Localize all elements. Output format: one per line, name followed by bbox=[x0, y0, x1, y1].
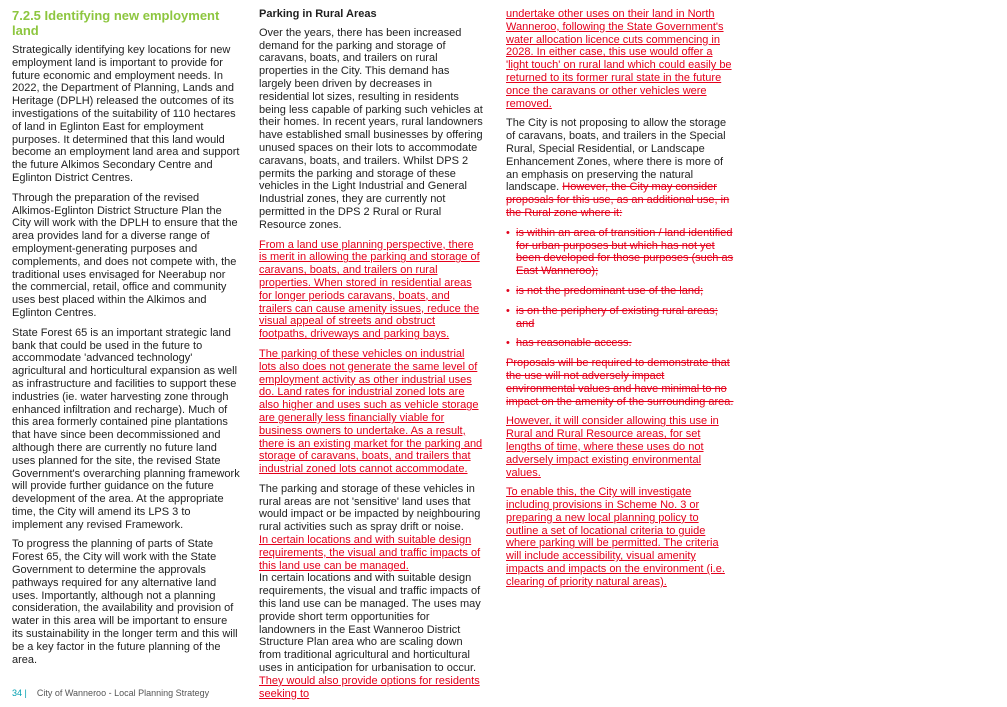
paragraph: State Forest 65 is an important strategic land bank that could be used in the future to accommodate 'advanced technology' agricultural and horticultural expansion as well as infrastructure and facilities to support these industries (ie. water harvesting zone through enhanced infiltration and recharge). Much of this area formerly contained pine plantations that have since been decommissioned and although there are currently no future land uses planned for the site, the revised State Government's overarching planning framework will provide further guidance on the future development of the area. At the appropriate time, the City will amend its LPS 3 to implement any revised Framework. bbox=[12, 326, 240, 531]
column-right bbox=[506, 8, 734, 596]
bullet-icon: • bbox=[506, 304, 510, 317]
page-footer bbox=[12, 688, 209, 698]
paragraph: To progress the planning of parts of State Forest 65, the City will work with the State Government to determine the approvals pathways required for any alternative land uses. Importantly, although not a planning consideration, the availability and provision of water in this area will be important to ensure its sustainability in the longer term and this will be a key factor in the future planning of the area. bbox=[12, 538, 238, 666]
page-number: 34 | bbox=[12, 688, 27, 698]
inserted-paragraph: From a land use planning perspective, there is merit in allowing the parking and storage of caravans, boats, and trailers on rural properties. When stored in residential areas for longer periods caravans, boats, and trailers can cause amenity issues, reduce the visual appeal of streets and obstruct footpaths, driveways and parking bays. bbox=[259, 238, 480, 341]
deleted-sentence: However, the City may consider proposals for this use, as an additional use, in the Rural zone where it: bbox=[506, 181, 730, 219]
paragraph-special-zones bbox=[506, 117, 734, 219]
subheading-parking-rural: Parking in Rural Areas bbox=[259, 8, 377, 20]
paragraph-sensitive-uses bbox=[259, 483, 483, 701]
inserted-paragraph: The parking of these vehicles on industrial lots also does not generate the same level of employment activity as other industrial uses do. Land rates for industrial zoned lots are also higher and uses such as vehicle storage are generally less financially viable for business owners to undertake. As a result, there is an existing market for the parking and storage of caravans, boats, and trailers that industrial zoned lots cannot accommodate. bbox=[259, 347, 483, 476]
inserted-paragraph: However, it will consider allowing this use in Rural and Rural Resource areas, for set lengths of time, where these uses do not adversely impact existing environmental values. bbox=[506, 415, 719, 479]
inserted-sentence: They would also provide options for residents seeking to bbox=[259, 674, 480, 700]
list-item: • is on the periphery of existing rural areas; and bbox=[506, 304, 718, 330]
column-middle bbox=[259, 8, 483, 707]
paragraph: Strategically identifying key locations for new employment land is important to provide for future economic and employment needs. In 2022, the Department of Planning, Lands and Heritage (DPLH) released the outcomes of its investigations of the suitability of 110 hectares of land in Eglinton East for employment purposes. It determined that this land would become an employment land area and support the future Alkimos Secondary Centre and Eglinton District Centres. bbox=[12, 44, 240, 184]
list-item: • is within an area of transition / land identified for urban purposes but which has not yet been developed for those purposes (such as East Wanneroo); bbox=[506, 226, 734, 278]
inserted-paragraph: undertake other uses on their land in North Wanneroo, following the State Government's water allocation licence cuts commencing in 2028. In either case, this use would offer a 'light touch' on rural land which could easily be returned to its former rural state in the future once the caravans or other vehicles were removed. bbox=[506, 8, 732, 110]
bullet-icon: • bbox=[506, 337, 510, 350]
list-item: • is not the predominant use of the land; bbox=[506, 284, 704, 297]
deleted-bullet-list bbox=[506, 227, 734, 350]
paragraph: Through the preparation of the revised Alkimos-Eglinton District Structure Plan the City will work with the DPLH to ensure that the area provides land for a diverse range of employment-generating purposes and complements, and does not compete with, the traditional uses envisaged for Neerabup nor the commercial, retail, office and community uses best placed within the Alkimos and Eglinton Centres. bbox=[12, 191, 238, 319]
paragraph-text: The parking and storage of these vehicles in rural areas are not 'sensitive' land uses that would impact or be impacted by neighbouring rural activities such as spray drift or noise. bbox=[259, 482, 481, 534]
bullet-icon: • bbox=[506, 226, 510, 239]
paragraph: Over the years, there has been increased demand for the parking and storage of caravans, boats, and trailers on rural properties in the City. This demand has largely been driven by decreases in residential lot sizes, resulting in residents being less capable of parking such vehicles at their homes. In recent years, rural landowners have established small businesses by offering unused spaces on their lots to accommodate caravans, boats, and trailers. Whilst DPS 2 permits the parking and storage of these vehicles in the Light Industrial and General Industrial zones, they are currently not permitted in the DPS 2 Rural or Rural Resource zones. bbox=[259, 26, 483, 231]
inserted-sentence: In certain locations and with suitable design requirements, the visual and traffic impacts of this land use can be managed. bbox=[259, 534, 481, 572]
document-title: City of Wanneroo - Local Planning Strategy bbox=[36, 688, 210, 698]
bullet-icon: • bbox=[506, 284, 510, 297]
section-heading: 7.2.5 Identifying new employment land bbox=[12, 8, 220, 38]
paragraph-text: The City is not proposing to allow the storage of caravans, boats, and trailers in the Special Rural, Special Residential, or Landscape Enhancement Zones, where there is more of an emphasis on preserving the natural landscape. bbox=[506, 117, 727, 194]
deleted-paragraph: Proposals will be required to demonstrate that the use will not adversely impact environmental values and have minimal to no impact on the amenity of the surrounding area. bbox=[506, 357, 734, 408]
inserted-paragraph: To enable this, the City will investigate including provisions in Scheme No. 3 or preparing a new local planning policy to outline a set of locational criteria to guide where parking will be permitted. The criteria will include accessibility, visual amenity impacts and impacts on the environment (i.e. clearing of priority natural areas). bbox=[506, 486, 725, 588]
column-left bbox=[12, 8, 240, 673]
list-item: • has reasonable access. bbox=[506, 337, 632, 350]
paragraph-text: In certain locations and with suitable design requirements, the visual and traffic impacts of this land use can be managed. The uses may provide short term opportunities for landowners in the East Wanneroo District Structure Plan area who are scaling down from traditional agricultural and horticultural uses in anticipation for urbanisation to occur. bbox=[259, 572, 481, 675]
